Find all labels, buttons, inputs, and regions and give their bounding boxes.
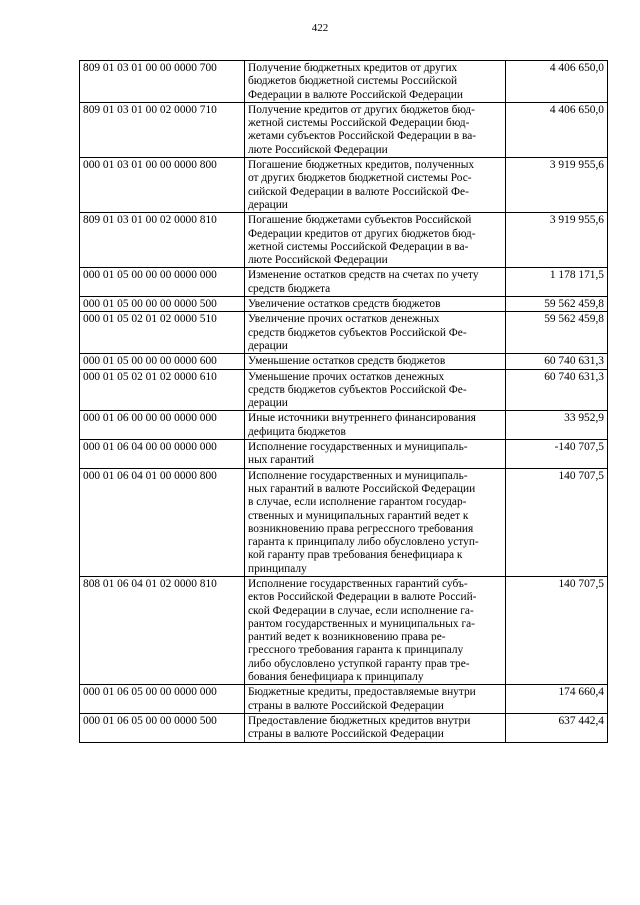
source-name-line: дефицита бюджетов	[248, 425, 346, 438]
source-name-line: ектов Российской Федерации в валюте Россий-	[248, 591, 477, 604]
source-name-line: от других бюджетов бюджетной системы Рос-	[248, 172, 472, 185]
source-name-line: Получение кредитов от других бюджетов бюд-	[248, 103, 475, 116]
budget-classification-code: 000 01 06 04 01 00 0000 800	[80, 468, 245, 576]
source-name-line: дерации	[248, 397, 288, 410]
budget-classification-code: 000 01 05 02 01 02 0000 510	[80, 312, 245, 354]
source-name-line: кой гаранту прав требования бенефициара к	[248, 549, 463, 562]
table-row	[80, 411, 608, 440]
source-name-line: Иные источники внутреннего финансирования	[248, 412, 476, 425]
source-name-line: грессного требования гаранта к принципалу	[248, 644, 464, 657]
budget-classification-code: 809 01 03 01 00 00 0000 700	[80, 61, 245, 103]
budget-classification-code: 000 01 05 02 01 02 0000 610	[80, 369, 245, 411]
source-name-line: сийской Федерации в валюте Российской Фе-	[248, 185, 469, 198]
source-name-line: Уменьшение остатков средств бюджетов	[248, 355, 446, 368]
source-name-line: ственных и муниципальных гарантий ведет к	[248, 509, 469, 522]
table-row	[80, 61, 608, 103]
source-name	[245, 268, 506, 297]
amount: -140 707,5	[506, 440, 608, 469]
source-name-line: ных гарантий	[248, 454, 315, 467]
amount: 637 442,4	[506, 713, 608, 742]
source-name-line: жетами субъектов Российской Федерации в ва-	[248, 130, 477, 143]
source-name	[245, 440, 506, 469]
source-name-line: Увеличение прочих остатков денежных	[248, 313, 440, 326]
source-name-line: Исполнение государственных гарантий субъ-	[248, 577, 468, 590]
table-row	[80, 102, 608, 157]
source-name-line: страны в валюте Российской Федерации	[248, 728, 444, 741]
table-row	[80, 268, 608, 297]
source-name	[245, 411, 506, 440]
budget-classification-code: 000 01 05 00 00 00 0000 000	[80, 268, 245, 297]
table-row	[80, 297, 608, 312]
source-name	[245, 158, 506, 213]
source-name	[245, 576, 506, 684]
table-row	[80, 685, 608, 714]
source-name-line: Исполнение государственных и муниципаль-	[248, 469, 468, 482]
source-name-line: возникновению права регрессного требования	[248, 522, 474, 535]
amount: 60 740 631,3	[506, 354, 608, 369]
amount: 4 406 650,0	[506, 102, 608, 157]
budget-classification-code: 808 01 06 04 01 02 0000 810	[80, 576, 245, 684]
amount: 4 406 650,0	[506, 61, 608, 103]
amount: 174 660,4	[506, 685, 608, 714]
source-name-line: либо обусловлено уступкой гаранту прав тре-	[248, 657, 470, 670]
source-name-line: Предоставление бюджетных кредитов внутри	[248, 714, 471, 727]
table-row	[80, 468, 608, 576]
source-name-line: дерации	[248, 198, 288, 211]
source-name-line: люте Российской Федерации	[248, 143, 388, 156]
source-name-line: жетной системы Российской Федерации бюд-	[248, 117, 470, 130]
source-name	[245, 102, 506, 157]
source-name-line: бования бенефициара к принципалу	[248, 671, 424, 684]
amount: 33 952,9	[506, 411, 608, 440]
source-name-line: рантий ведет к возникновению права ре-	[248, 631, 446, 644]
source-name-line: бюджетов бюджетной системы Российской	[248, 75, 458, 88]
source-name-line: средств бюджетов субъектов Российской Фе-	[248, 326, 467, 339]
source-name	[245, 369, 506, 411]
table-row	[80, 213, 608, 268]
budget-classification-code: 000 01 06 05 00 00 0000 500	[80, 713, 245, 742]
amount: 59 562 459,8	[506, 312, 608, 354]
source-name-line: ных гарантий в валюте Российской Федерации	[248, 482, 476, 495]
amount: 3 919 955,6	[506, 213, 608, 268]
source-name-line: Исполнение государственных и муниципаль-	[248, 441, 468, 454]
source-name-line: гаранта к принципалу либо обусловлено уступ-	[248, 536, 479, 549]
source-name-line: страны в валюте Российской Федерации	[248, 699, 444, 712]
table-row	[80, 576, 608, 684]
source-name	[245, 297, 506, 312]
budget-classification-code: 000 01 06 00 00 00 0000 000	[80, 411, 245, 440]
budget-classification-code: 000 01 06 05 00 00 0000 000	[80, 685, 245, 714]
amount: 60 740 631,3	[506, 369, 608, 411]
source-name-line: средств бюджетов субъектов Российской Фе-	[248, 383, 467, 396]
source-name	[245, 213, 506, 268]
source-name-line: люте Российской Федерации	[248, 254, 388, 267]
source-name	[245, 713, 506, 742]
source-name-line: Погашение бюджетами субъектов Российской	[248, 214, 472, 227]
budget-classification-code: 000 01 06 04 00 00 0000 000	[80, 440, 245, 469]
source-name	[245, 61, 506, 103]
amount: 140 707,5	[506, 576, 608, 684]
source-name-line: жетной системы Российской Федерации в ва-	[248, 240, 469, 253]
amount: 140 707,5	[506, 468, 608, 576]
source-name-line: средств бюджета	[248, 282, 331, 295]
source-name-line: Федерации в валюте Российской Федерации	[248, 88, 463, 101]
source-name-line: Увеличение остатков средств бюджетов	[248, 298, 441, 311]
source-name	[245, 312, 506, 354]
source-name-line: Получение бюджетных кредитов от других	[248, 62, 458, 74]
budget-sources-table	[79, 60, 608, 743]
budget-classification-code: 809 01 03 01 00 02 0000 810	[80, 213, 245, 268]
source-name	[245, 354, 506, 369]
table-row	[80, 158, 608, 213]
amount: 1 178 171,5	[506, 268, 608, 297]
source-name-line: в случае, если исполнение гарантом государ-	[248, 496, 467, 509]
table-body	[80, 61, 608, 743]
table-row	[80, 440, 608, 469]
source-name-line: дерации	[248, 339, 288, 352]
budget-classification-code: 000 01 05 00 00 00 0000 500	[80, 297, 245, 312]
source-name-line: Бюджетные кредиты, предоставляемые внутри	[248, 686, 476, 699]
table-row	[80, 369, 608, 411]
source-name-line: ской Федерации в случае, если исполнение га-	[248, 604, 474, 617]
table-row	[80, 354, 608, 369]
source-name-line: Изменение остатков средств на счетах по учету	[248, 269, 479, 282]
page-number: 422	[311, 22, 329, 34]
source-name-line: принципалу	[248, 562, 307, 575]
source-name-line: Федерации кредитов от других бюджетов бюд-	[248, 227, 476, 240]
amount: 3 919 955,6	[506, 158, 608, 213]
amount: 59 562 459,8	[506, 297, 608, 312]
source-name-line: Погашение бюджетных кредитов, полученных	[248, 159, 475, 172]
source-name	[245, 468, 506, 576]
budget-classification-code: 000 01 05 00 00 00 0000 600	[80, 354, 245, 369]
table-row	[80, 312, 608, 354]
budget-classification-code: 000 01 03 01 00 00 0000 800	[80, 158, 245, 213]
budget-classification-code: 809 01 03 01 00 02 0000 710	[80, 102, 245, 157]
source-name-line: рантом государственных и муниципальных га-	[248, 617, 475, 630]
table-row	[80, 713, 608, 742]
source-name	[245, 685, 506, 714]
source-name-line: Уменьшение прочих остатков денежных	[248, 370, 445, 383]
